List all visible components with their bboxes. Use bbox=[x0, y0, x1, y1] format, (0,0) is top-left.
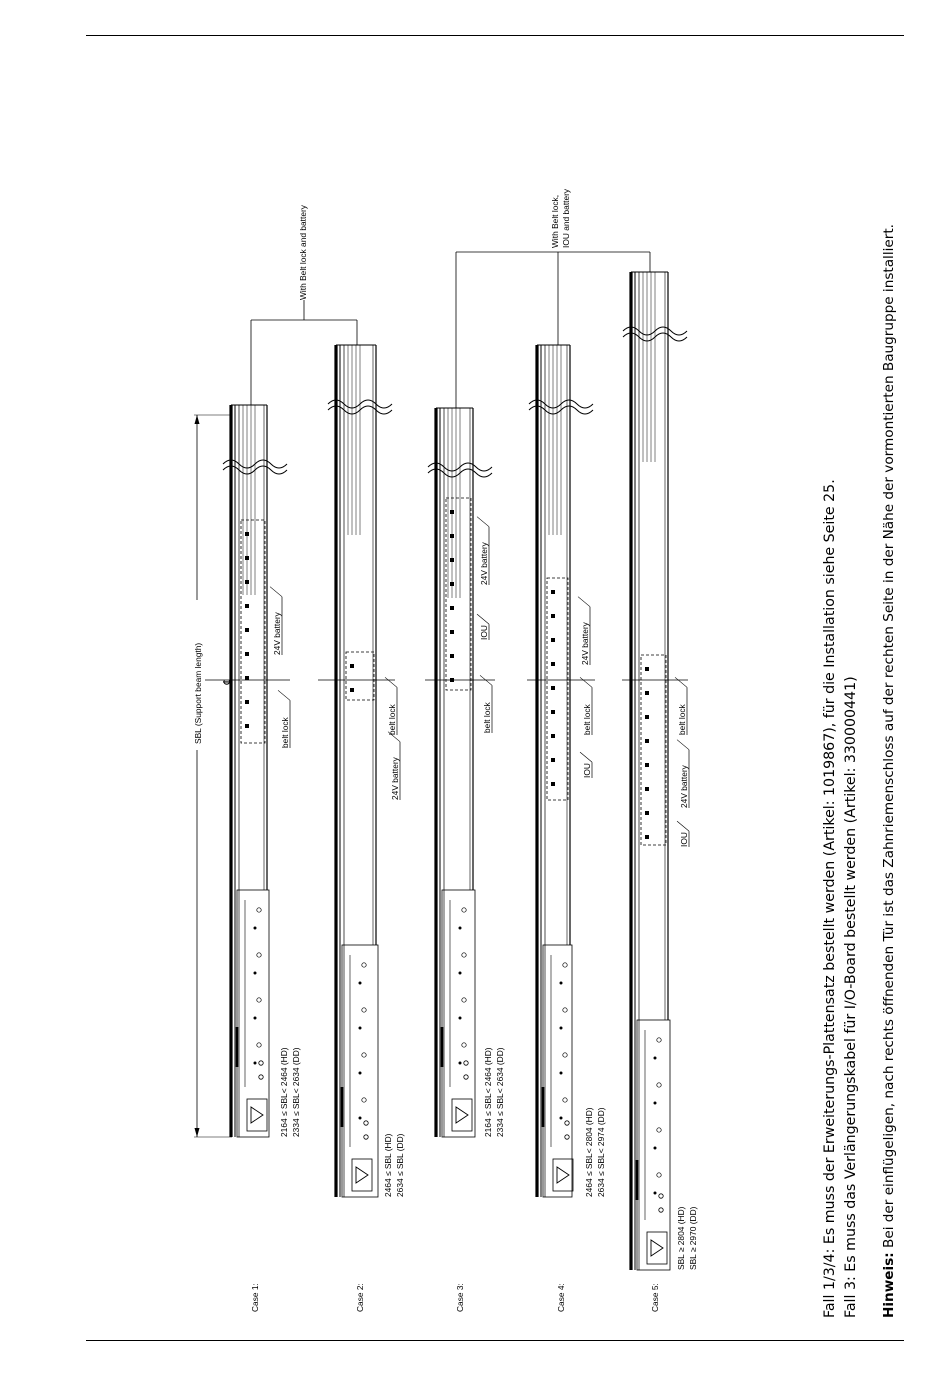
note-label: Hinweis: bbox=[881, 1252, 897, 1318]
mounting-hole bbox=[245, 628, 249, 632]
mounting-hole bbox=[551, 590, 555, 594]
mounting-hole bbox=[450, 654, 454, 658]
mounting-hole bbox=[245, 652, 249, 656]
screw bbox=[254, 927, 257, 930]
case-4-range-hd: 2464 ≤ SBL< 2804 (HD) bbox=[584, 1107, 594, 1197]
component-box bbox=[641, 655, 666, 845]
dimension-arrow bbox=[195, 1128, 200, 1137]
screw bbox=[359, 1072, 362, 1075]
mounting-hole bbox=[645, 763, 649, 767]
end-cap bbox=[352, 1159, 372, 1191]
mounting-hole bbox=[245, 556, 249, 560]
screw bbox=[462, 998, 466, 1002]
group-brackets bbox=[251, 252, 650, 408]
warning-icon bbox=[356, 1167, 368, 1183]
case-5-range-dd: SBL ≥ 2970 (DD) bbox=[688, 1206, 698, 1270]
screw bbox=[257, 1043, 261, 1047]
case-3-range-dd: 2334 ≤ SBL< 2634 (DD) bbox=[495, 1047, 505, 1137]
centerline-symbol: ℄ bbox=[222, 677, 234, 685]
mounting-hole bbox=[450, 606, 454, 610]
sensor bbox=[464, 1075, 468, 1079]
screw bbox=[462, 1043, 466, 1047]
mounting-hole bbox=[350, 688, 354, 692]
mounting-hole bbox=[551, 638, 555, 642]
case-2-profile bbox=[328, 345, 392, 1197]
callout-belt-lock: belt lock bbox=[677, 704, 687, 735]
screw bbox=[657, 1083, 661, 1087]
screw bbox=[560, 1072, 563, 1075]
sensor bbox=[565, 1121, 569, 1125]
mounting-hole bbox=[645, 691, 649, 695]
mounting-hole bbox=[551, 782, 555, 786]
screw bbox=[563, 1098, 567, 1102]
screw bbox=[459, 927, 462, 930]
caption-line-2 bbox=[843, 676, 859, 1318]
mounting-hole bbox=[551, 734, 555, 738]
warning-icon bbox=[557, 1167, 569, 1183]
mounting-hole bbox=[450, 558, 454, 562]
callout-24v-battery: 24V battery bbox=[390, 757, 400, 800]
callout-leader bbox=[677, 740, 689, 750]
mounting-hole bbox=[645, 787, 649, 791]
screw bbox=[362, 1008, 366, 1012]
mounting-hole bbox=[645, 667, 649, 671]
screw bbox=[462, 953, 466, 957]
mounting-hole bbox=[645, 835, 649, 839]
screw bbox=[459, 1017, 462, 1020]
caption-line-1 bbox=[822, 479, 838, 1318]
sbl-dimension bbox=[191, 415, 232, 1137]
sensor bbox=[364, 1135, 368, 1139]
group-label-bottom-1: With Belt lock, bbox=[550, 194, 560, 248]
warning-icon bbox=[251, 1107, 263, 1123]
case-5-profile bbox=[623, 272, 687, 1270]
callout-belt-lock: belt lock bbox=[387, 704, 397, 735]
mounting-hole bbox=[450, 510, 454, 514]
warning-icon bbox=[651, 1240, 663, 1256]
callout-leader bbox=[270, 587, 282, 597]
mounting-hole bbox=[245, 676, 249, 680]
screw bbox=[359, 1027, 362, 1030]
mounting-hole bbox=[551, 686, 555, 690]
sensor bbox=[364, 1121, 368, 1125]
callout-leader bbox=[477, 614, 489, 624]
mounting-hole bbox=[245, 532, 249, 536]
mounting-hole bbox=[350, 664, 354, 668]
callout-leader bbox=[578, 597, 590, 607]
sensor bbox=[659, 1208, 663, 1212]
note-text: Bei der einflügeligen, nach rechts öffnenden Tür ist das Zahnriemenschloss auf der rechten Seite in der Nähe der vormontierten Baugruppe installiert. bbox=[881, 224, 897, 1253]
mounting-hole bbox=[450, 534, 454, 538]
callout-iou: IOU bbox=[679, 832, 689, 847]
case-1-profile bbox=[223, 405, 287, 1137]
screw bbox=[257, 908, 261, 912]
callout-leader bbox=[580, 677, 592, 687]
end-cap bbox=[553, 1159, 573, 1191]
screw bbox=[563, 963, 567, 967]
mounting-hole bbox=[645, 811, 649, 815]
component-box bbox=[241, 520, 265, 743]
mounting-hole bbox=[551, 662, 555, 666]
callout-leader bbox=[675, 677, 687, 687]
case-4-range-dd: 2634 ≤ SBL< 2974 (DD) bbox=[596, 1107, 606, 1197]
callout-leader bbox=[477, 517, 489, 527]
sensor bbox=[259, 1061, 263, 1065]
screw bbox=[657, 1038, 661, 1042]
drive-unit bbox=[442, 890, 475, 1137]
mounting-hole bbox=[551, 614, 555, 618]
mounting-hole bbox=[245, 604, 249, 608]
case-1-range-hd: 2164 ≤ SBL< 2464 (HD) bbox=[279, 1047, 289, 1137]
caption-note bbox=[881, 224, 897, 1318]
mounting-hole bbox=[645, 715, 649, 719]
mounting-hole bbox=[245, 700, 249, 704]
mounting-hole bbox=[450, 630, 454, 634]
sensor bbox=[659, 1194, 663, 1198]
screw bbox=[257, 953, 261, 957]
mounting-hole bbox=[450, 582, 454, 586]
callout-24v-battery: 24V battery bbox=[479, 542, 489, 585]
drive-unit bbox=[237, 890, 269, 1137]
callout-belt-lock: belt lock bbox=[582, 704, 592, 735]
case-3-range-hd: 2164 ≤ SBL< 2464 (HD) bbox=[483, 1047, 493, 1137]
screw bbox=[563, 1053, 567, 1057]
screw bbox=[560, 982, 563, 985]
screw bbox=[563, 1008, 567, 1012]
screw bbox=[359, 1117, 362, 1120]
component-box bbox=[346, 652, 374, 700]
component-box bbox=[446, 498, 471, 690]
screw bbox=[254, 1017, 257, 1020]
callout-24v-battery: 24V battery bbox=[679, 765, 689, 808]
callout-iou: IOU bbox=[479, 625, 489, 640]
caption-line-2-text: Fall 3: Es muss das Verlängerungskabel für I/O-Board bestellt werden (Artikel: 330000441) bbox=[843, 676, 859, 1318]
screw bbox=[257, 998, 261, 1002]
case-2-label: Case 2: bbox=[355, 1283, 365, 1312]
callout-belt-lock: belt lock bbox=[280, 717, 290, 748]
end-cap bbox=[647, 1232, 667, 1264]
callout-24v-battery: 24V battery bbox=[272, 612, 282, 655]
warning-icon bbox=[456, 1107, 468, 1123]
case-1-range-dd: 2334 ≤ SBL< 2634 (DD) bbox=[291, 1047, 301, 1137]
end-cap bbox=[247, 1099, 267, 1131]
screw bbox=[654, 1192, 657, 1195]
screw bbox=[254, 972, 257, 975]
callout-leader bbox=[580, 752, 592, 762]
case-2-range-dd: 2634 ≤ SBL (DD) bbox=[395, 1133, 405, 1197]
dimension-arrow bbox=[195, 415, 200, 424]
screw bbox=[362, 1098, 366, 1102]
screw bbox=[560, 1027, 563, 1030]
callout-leader bbox=[278, 690, 290, 700]
screw bbox=[654, 1057, 657, 1060]
screw bbox=[254, 1062, 257, 1065]
sensor bbox=[565, 1135, 569, 1139]
group-label-top: With Belt lock and battery bbox=[298, 205, 308, 300]
drive-unit bbox=[637, 1020, 670, 1270]
screw bbox=[459, 1062, 462, 1065]
mounting-hole bbox=[245, 580, 249, 584]
case-5-label: Case 5: bbox=[650, 1283, 660, 1312]
callout-leader bbox=[677, 821, 689, 831]
sensor bbox=[464, 1061, 468, 1065]
sensor bbox=[259, 1075, 263, 1079]
callout-belt-lock: belt lock bbox=[482, 702, 492, 733]
case-5-range-hd: SBL ≥ 2804 (HD) bbox=[676, 1206, 686, 1270]
screw bbox=[654, 1102, 657, 1105]
mounting-hole bbox=[245, 724, 249, 728]
caption-line-1-text: Fall 1/3/4: Es muss der Erweiterungs-Plattensatz bestellt werden (Artikel: 1019867), für die Installation siehe Seite 25. bbox=[822, 479, 838, 1318]
callout-leader bbox=[385, 677, 397, 687]
sbl-label: SBL (Support beam length) bbox=[193, 642, 203, 744]
mounting-hole bbox=[645, 739, 649, 743]
case-4-label: Case 4: bbox=[556, 1283, 566, 1312]
case-2-range-hd: 2464 ≤ SBL (HD) bbox=[383, 1133, 393, 1197]
case-3-label: Case 3: bbox=[455, 1283, 465, 1312]
callout-iou: IOU bbox=[582, 763, 592, 778]
mounting-hole bbox=[551, 758, 555, 762]
screw bbox=[657, 1173, 661, 1177]
callout-24v-battery: 24V battery bbox=[580, 622, 590, 665]
mounting-hole bbox=[551, 710, 555, 714]
component-box bbox=[547, 578, 568, 800]
screw bbox=[459, 972, 462, 975]
screw bbox=[359, 982, 362, 985]
case-3-profile bbox=[428, 408, 492, 1137]
case-1-label: Case 1: bbox=[250, 1283, 260, 1312]
screw bbox=[362, 963, 366, 967]
screw bbox=[362, 1053, 366, 1057]
group-label-bottom-2: IOU and battery bbox=[561, 188, 571, 248]
screw bbox=[560, 1117, 563, 1120]
screw bbox=[654, 1147, 657, 1150]
end-cap bbox=[452, 1099, 472, 1131]
screw bbox=[462, 908, 466, 912]
screw bbox=[657, 1128, 661, 1132]
